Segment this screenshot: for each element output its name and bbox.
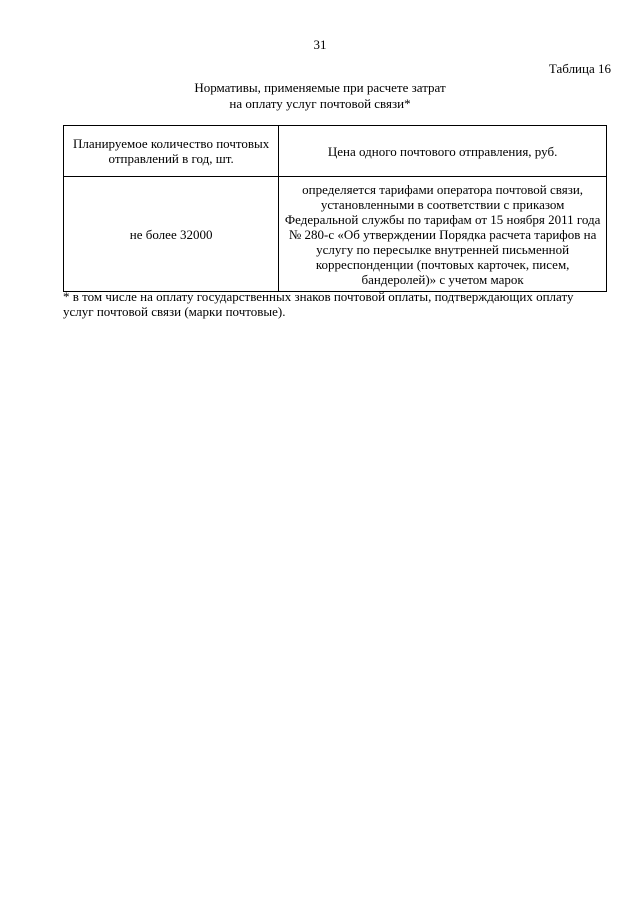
header-quantity: Планируемое количество почтовых отправлений в год, шт. [64, 126, 279, 177]
table-row [64, 177, 607, 292]
table-label: Таблица 16 [548, 61, 611, 76]
header-price: Цена одного почтового отправления, руб. [279, 126, 607, 177]
table-title-line-1: Нормативы, применяемые при расчете затрат [194, 80, 446, 95]
norms-table [63, 125, 607, 292]
table-header-row [64, 126, 607, 177]
cell-quantity: не более 32000 [64, 177, 279, 292]
table-title [0, 80, 640, 112]
footnote: * в том числе на оплату государственных знаков почтовой оплаты, подтверждающих оплату услуг почтовой связи (марки почтовые). [63, 289, 574, 319]
page-number: 31 [313, 37, 327, 52]
table-title-line-2: на оплату услуг почтовой связи* [229, 96, 411, 111]
cell-price: определяется тарифами оператора почтовой связи, установленными в соответствии с приказом Федеральной службы по тарифам от 15 ноября 2011 года № 280-с «Об утверждении Порядка расчета тарифов на услугу по пересылке внутренней письменной корреспонденции (почтовых карточек, писем, бандеролей)» с учетом марок [279, 177, 607, 292]
